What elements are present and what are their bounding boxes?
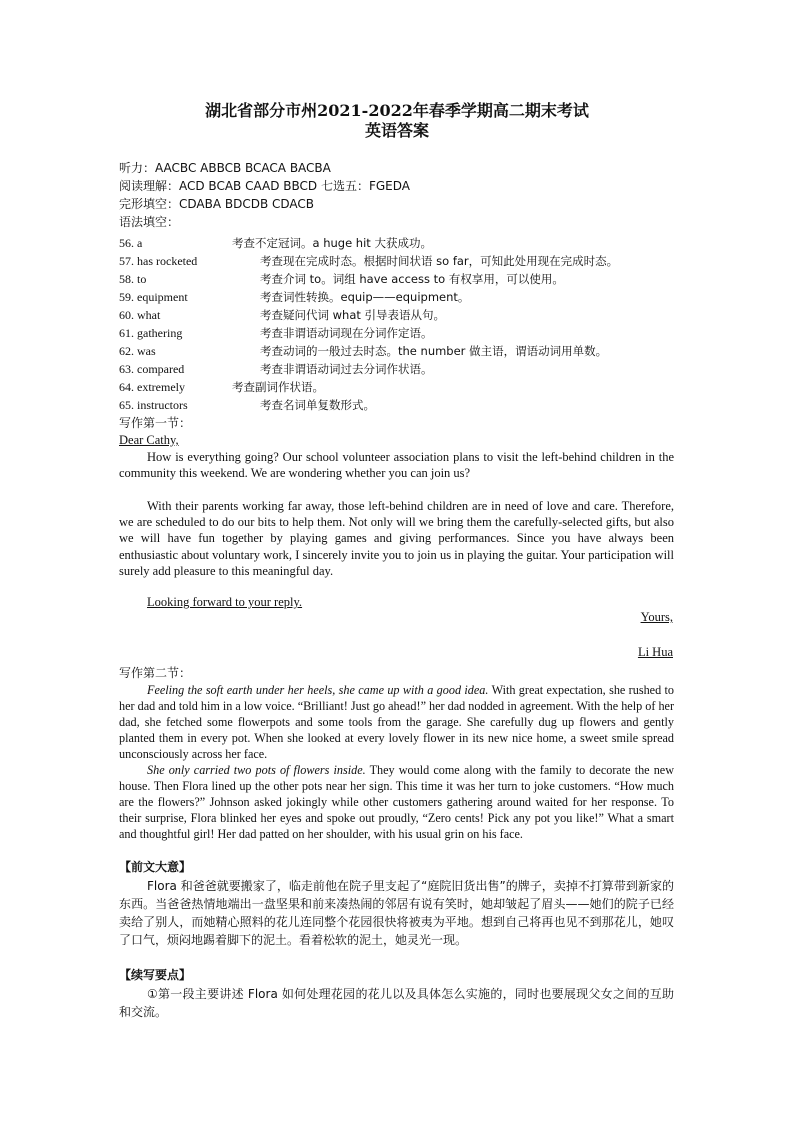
grammar-item: 64. extremely	[119, 380, 185, 394]
grammar-item: 58. to	[119, 272, 147, 286]
letter-paragraph: With their parents working far away, those left-behind children are in need of love and care. Therefore, we are scheduled to do our bits to help them. Not only will we bring them the carefully-selected gifts, but also we will have fun together by playing games and giving performances. Since you have always been enthusiastic about voluntary work, I sincerely invite you to join us in playing the guitar. Your participation will surely add pleasure to this meaningful day.	[119, 499, 674, 578]
grammar-note: 考查介词 to。词组 have access to 有权享用，可以使用。	[260, 272, 564, 286]
story-paragraph	[119, 682, 674, 762]
grammar-note: 考查词性转换。equip——equipment。	[260, 290, 470, 304]
writing2-heading: 写作第二节：	[119, 666, 192, 680]
reading-answers: 阅读理解：ACD BCAB CAAD BBCD 七选五：FGEDA	[119, 179, 410, 193]
story-paragraph-text: With great expectation, she rushed to her dad and told him in a low voice. “Brilliant! Just go ahead!” her dad nodded in agreement. With the help of her dad, she fetched some flowerpots and some tools from the garage. She carefully dug up flowers and gently planted them in every pot. When she looked at every lovely flower in its new nice home, a sweet smile spread unconsciously across her face.	[119, 683, 675, 761]
key-points-text: ①第一段主要讲述 Flora 如何处理花园的花儿以及具体怎么实施的，同时也要展现父女之间的互助和交流。	[119, 987, 674, 1019]
letter-signature: Li Hua	[637, 645, 673, 659]
story-opening-sentence: She only carried two pots of flowers inside.	[147, 763, 366, 777]
grammar-item: 63. compared	[119, 362, 185, 376]
story-paragraph	[119, 762, 674, 842]
grammar-note: 考查非谓语动词过去分词作状语。	[260, 362, 433, 376]
grammar-note: 考查非谓语动词现在分词作定语。	[260, 326, 433, 340]
grammar-item: 57. has rocketed	[119, 254, 198, 268]
grammar-heading: 语法填空：	[119, 215, 180, 229]
letter-salutation: Dear Cathy,	[119, 433, 179, 447]
document-title: 湖北省部分市州2021-2022年春季学期高二期末考试	[205, 101, 589, 120]
grammar-item: 62. was	[119, 344, 156, 358]
key-points-heading: 【续写要点】	[119, 968, 192, 982]
document-subtitle: 英语答案	[364, 121, 429, 140]
grammar-note: 考查名词单复数形式。	[260, 398, 375, 412]
writing1-heading: 写作第一节：	[119, 416, 192, 430]
letter-closing: Looking forward to your reply.	[147, 595, 303, 609]
grammar-item: 56. a	[119, 236, 143, 250]
grammar-note: 考查疑问代词 what 引导表语从句。	[260, 308, 446, 322]
summary-text: Flora 和爸爸就要搬家了，临走前他在院子里支起了“庭院旧货出售”的牌子，卖掉不打算带到新家的东西。当爸爸热情地端出一盘坚果和前来凑热闹的邻居有说有笑时，她却皱起了眉头——她们的院子已经卖给了别人，而她精心照料的花儿连同整个花园很快将被夷为平地。想到自己将再也见不到那花儿，她叹了口气，烦闷地踢着脚下的泥土。看着松软的泥土，她灵光一现。	[119, 879, 674, 947]
story-opening-sentence: Feeling the soft earth under her heels, she came up with a good idea.	[147, 683, 489, 697]
grammar-note: 考查现在完成时态。根据时间状语 so far，可知此处用现在完成时态。	[260, 254, 619, 268]
cloze-answers: 完形填空：CDABA BDCDB CDACB	[119, 197, 315, 211]
grammar-item: 61. gathering	[119, 326, 183, 340]
grammar-item: 65. instructors	[119, 398, 188, 412]
grammar-note: 考查副词作状语。	[232, 380, 324, 394]
summary-heading: 【前文大意】	[119, 860, 192, 874]
listening-answers: 听力：AACBC ABBCB BCACA BACBA	[119, 161, 331, 175]
grammar-item: 59. equipment	[119, 290, 188, 304]
grammar-note: 考查不定冠词。a huge hit 大获成功。	[232, 236, 432, 250]
letter-paragraph: How is everything going? Our school volunteer association plans to visit the left-behind children in the community this weekend. We are wondering whether you can join us?	[119, 450, 674, 481]
grammar-note: 考查动词的一般过去时态。the number 做主语，谓语动词用单数。	[260, 344, 608, 358]
letter-sign-off: Yours,	[640, 610, 673, 624]
grammar-item: 60. what	[119, 308, 161, 322]
story-paragraph-text: They would come along with the family to decorate the new house. Then Flora lined up the other pots near her sign. This time it was her turn to joke customers. “How much are the flowers?” Johnson asked jokingly while other customers gathering around waited for her response. To their surprise, Flora blinked her eyes and spoke out proudly, “Zero cents! Pick any pot you like!” What a smart and thoughtful girl! Her dad patted on her shoulder, with his usual grin on his face.	[119, 763, 674, 841]
